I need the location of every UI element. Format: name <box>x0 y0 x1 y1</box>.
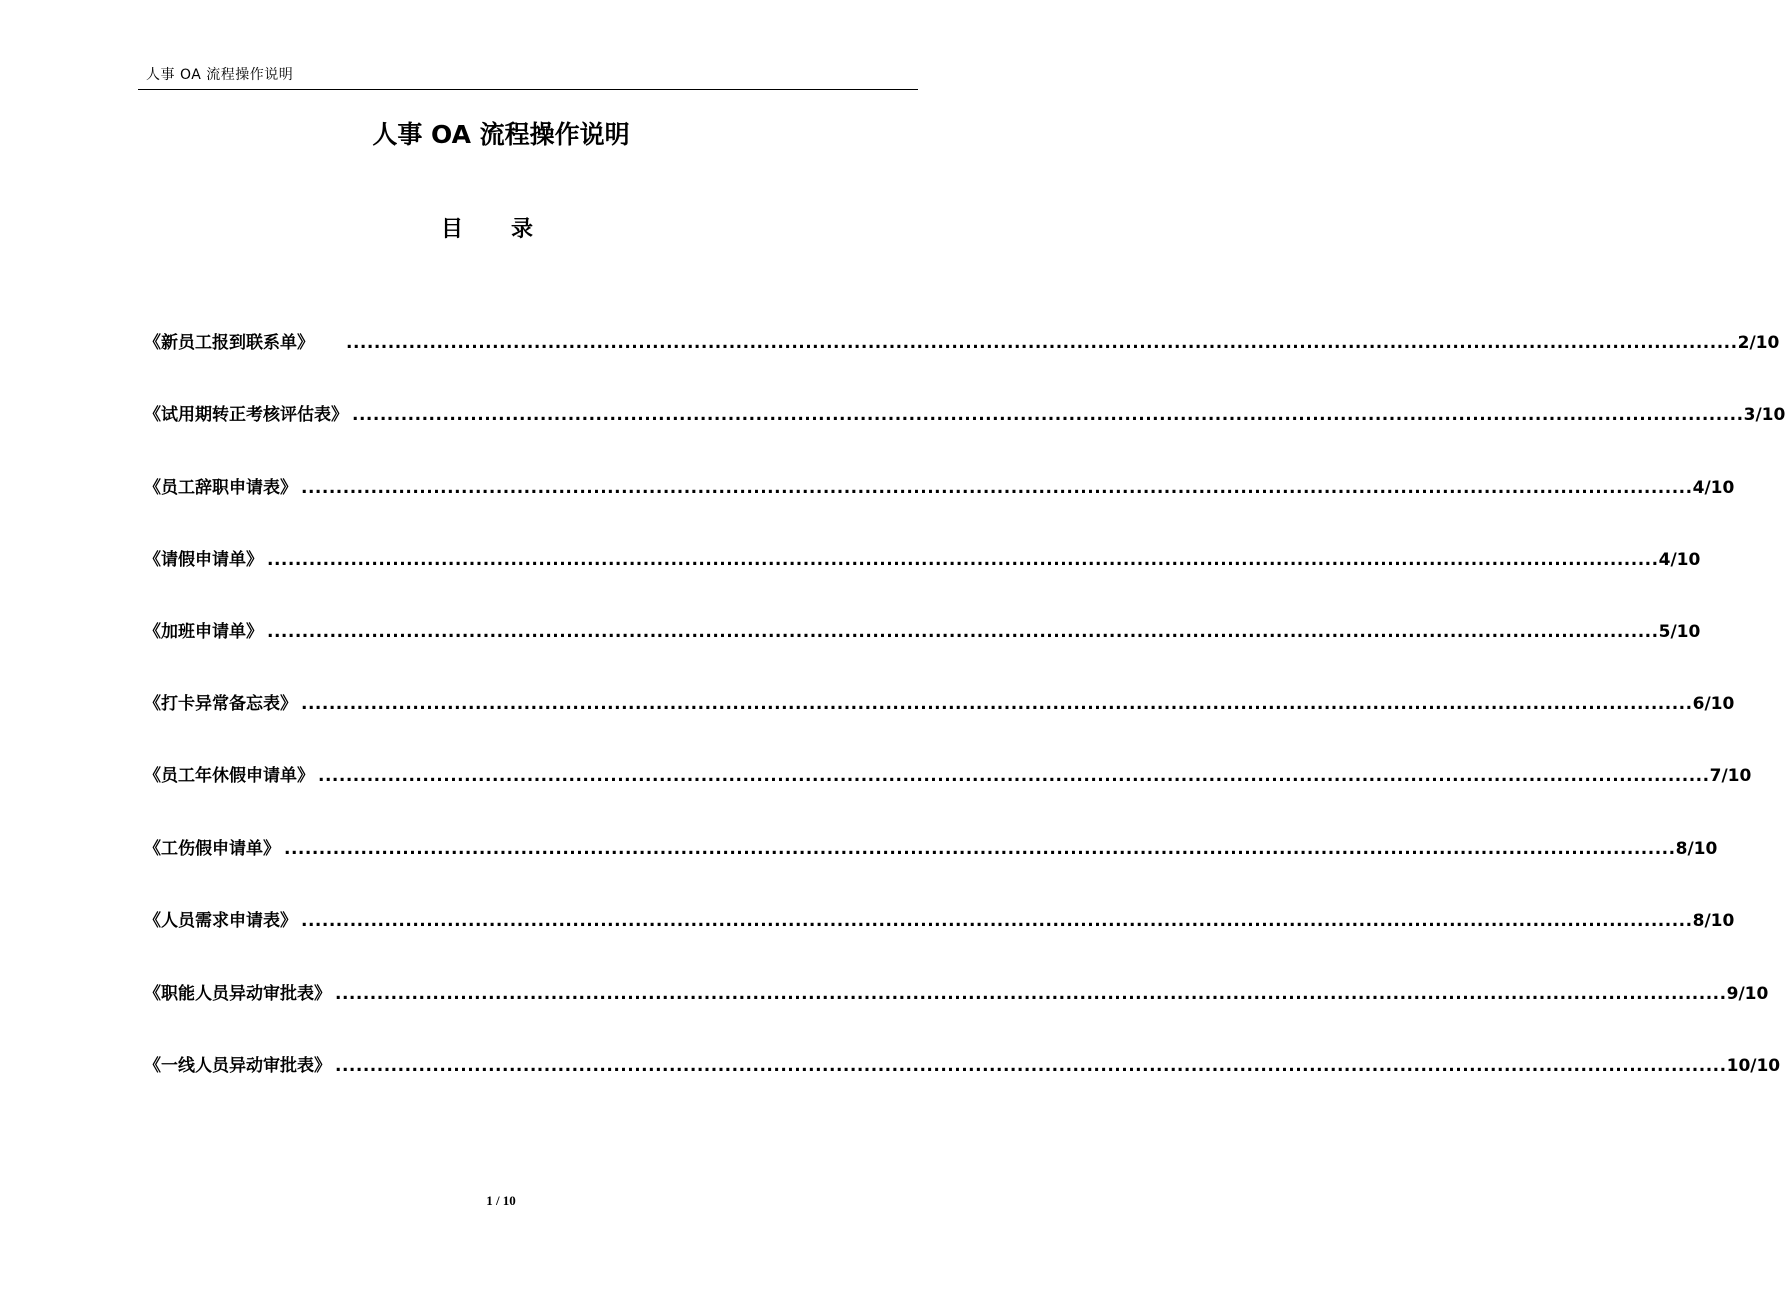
toc-heading: 目录 <box>440 217 581 242</box>
toc-entry-page: 2/10 <box>1737 333 1780 353</box>
toc-leader-dots: ........................................................................................................................................................................................................ <box>346 333 1738 353</box>
toc-leader-dots: ........................................................................................................................................................................................................ <box>284 839 1676 859</box>
toc-leader-dots: ........................................................................................................................................................................................................ <box>352 405 1744 425</box>
toc-entry-page: 4/10 <box>1692 478 1735 498</box>
toc-leader-dots: ........................................................................................................................................................................................................ <box>301 478 1693 498</box>
toc-entry[interactable] <box>144 689 1735 715</box>
toc-entry-page: 10/10 <box>1726 1056 1781 1076</box>
toc-entry-page: 6/10 <box>1692 694 1735 714</box>
toc-entry[interactable] <box>144 617 1701 643</box>
toc-entry-label: 《一线人员异动审批表》 <box>144 1056 331 1076</box>
toc-entry[interactable] <box>144 906 1735 932</box>
toc-entry-label: 《员工年休假申请单》 <box>144 766 314 786</box>
toc-leader-dots: ........................................................................................................................................................................................................ <box>318 766 1710 786</box>
toc-entry-page: 7/10 <box>1709 766 1752 786</box>
toc-entry-page: 5/10 <box>1658 622 1701 642</box>
toc-entry[interactable] <box>144 473 1735 499</box>
document-title: 人事 OA 流程操作说明 <box>372 120 630 149</box>
toc-entry-page: 4/10 <box>1658 550 1701 570</box>
toc-entry-page: 8/10 <box>1675 839 1718 859</box>
toc-entry-label: 《职能人员异动审批表》 <box>144 984 331 1004</box>
running-header: 人事 OA 流程操作说明 <box>146 67 294 83</box>
toc-entry-label: 《加班申请单》 <box>144 622 263 642</box>
page-number: 1 / 10 <box>486 1193 516 1208</box>
toc-leader-dots: ........................................................................................................................................................................................................ <box>301 694 1693 714</box>
toc-leader-dots: ........................................................................................................................................................................................................ <box>267 622 1659 642</box>
toc-leader-dots: ........................................................................................................................................................................................................ <box>301 911 1693 931</box>
toc-entry-label: 《请假申请单》 <box>144 550 263 570</box>
toc-entry-label: 《员工辞职申请表》 <box>144 478 297 498</box>
toc-entry-page: 8/10 <box>1692 911 1735 931</box>
toc-entry-label: 《打卡异常备忘表》 <box>144 694 297 714</box>
toc-entry-label: 《试用期转正考核评估表》 <box>144 405 348 425</box>
toc-entry-label: 《新员工报到联系单》 <box>144 333 314 353</box>
toc-entry[interactable] <box>144 400 1785 426</box>
toc-leader-dots: ........................................................................................................................................................................................................ <box>267 550 1659 570</box>
toc-entry[interactable] <box>144 979 1769 1005</box>
header-rule <box>138 89 918 90</box>
toc-entry[interactable] <box>144 1051 1781 1077</box>
toc-entry-page: 3/10 <box>1743 405 1785 425</box>
toc-entry[interactable] <box>144 545 1701 571</box>
toc-entry[interactable] <box>144 761 1752 787</box>
toc-entry[interactable] <box>144 328 1780 354</box>
toc-leader-dots: ........................................................................................................................................................................................................ <box>335 1056 1727 1076</box>
toc-entry-label: 《人员需求申请表》 <box>144 911 297 931</box>
toc-entry-page: 9/10 <box>1726 984 1769 1004</box>
toc-entry[interactable] <box>144 834 1718 860</box>
toc-entry-label: 《工伤假申请单》 <box>144 839 280 859</box>
toc-leader-dots: ........................................................................................................................................................................................................ <box>335 984 1727 1004</box>
